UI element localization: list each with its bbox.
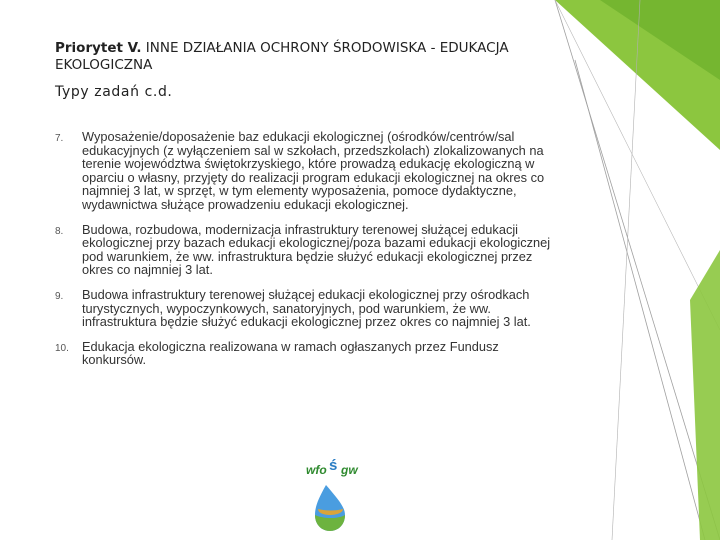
logo-text-part2: ś	[329, 457, 338, 474]
logo-text-part1: wfo	[306, 463, 327, 477]
list-item	[55, 288, 555, 329]
item-number: 8.	[55, 225, 64, 237]
green-corner-shape-dark	[600, 0, 720, 80]
item-text: Budowa, rozbudowa, modernizacja infrastruktury terenowej służącej edukacji ekologicznej przy bazach edukacji ekologicznej/poza bazami edukacji ekologicznej pod warunkiem, że ww. infrastruktura będzie służyć edukacji ekologicznej przez okres co najmniej 3 lat.	[82, 221, 551, 278]
deco-line	[612, 0, 640, 540]
green-edge-shape	[690, 250, 720, 540]
green-corner-shape	[555, 0, 720, 150]
title-bold: Priorytet V.	[55, 40, 142, 56]
list-item	[55, 340, 555, 367]
item-text: Wyposażenie/doposażenie baz edukacji ekologicznej (ośrodków/centrów/sal edukacyjnych (z wyłączeniem sal w szkołach, przedszkolach) zlokalizowanych na terenie województwa świętokrzyskiego, które prowadzą edukację ekologiczną w oparciu o własny, przyjęty do realizacji program edukacji ekologicznej na okres co najmniej 3 lat, w sprzęt, w tym elementy wyposażenia, pomoce dydaktyczne, wydawnictwa służące prowadzeniu edukacji ekologicznej.	[82, 129, 545, 212]
deco-line	[555, 0, 720, 330]
item-number: 10.	[55, 342, 69, 354]
list-item	[55, 130, 555, 212]
slide-title	[55, 40, 575, 74]
item-number: 7.	[55, 133, 64, 144]
slide-subtitle: Typy zadań c.d.	[55, 84, 173, 100]
item-text: Edukacja ekologiczna realizowana w ramach ogłaszanych przez Fundusz konkursów.	[82, 338, 499, 368]
title-rest: INNE DZIAŁANIA OCHRONY ŚRODOWISKA - EDUKACJA EKOLOGICZNA	[55, 40, 509, 73]
item-number: 9.	[55, 290, 64, 302]
wfosgw-logo	[302, 455, 366, 533]
deco-line	[575, 60, 705, 540]
logo-text-part3: gw	[341, 463, 358, 477]
item-text: Budowa infrastruktury terenowej służącej edukacji ekologicznej przy ośrodkach turystycznych, wypoczynkowych, sanatoryjnych, pod warunkiem, że ww. infrastruktura będzie służyć edukacji ekologicznej przez okres co najmniej 3 lat.	[82, 286, 531, 330]
task-list	[55, 130, 555, 378]
list-item	[55, 223, 555, 277]
deco-line	[555, 0, 720, 540]
